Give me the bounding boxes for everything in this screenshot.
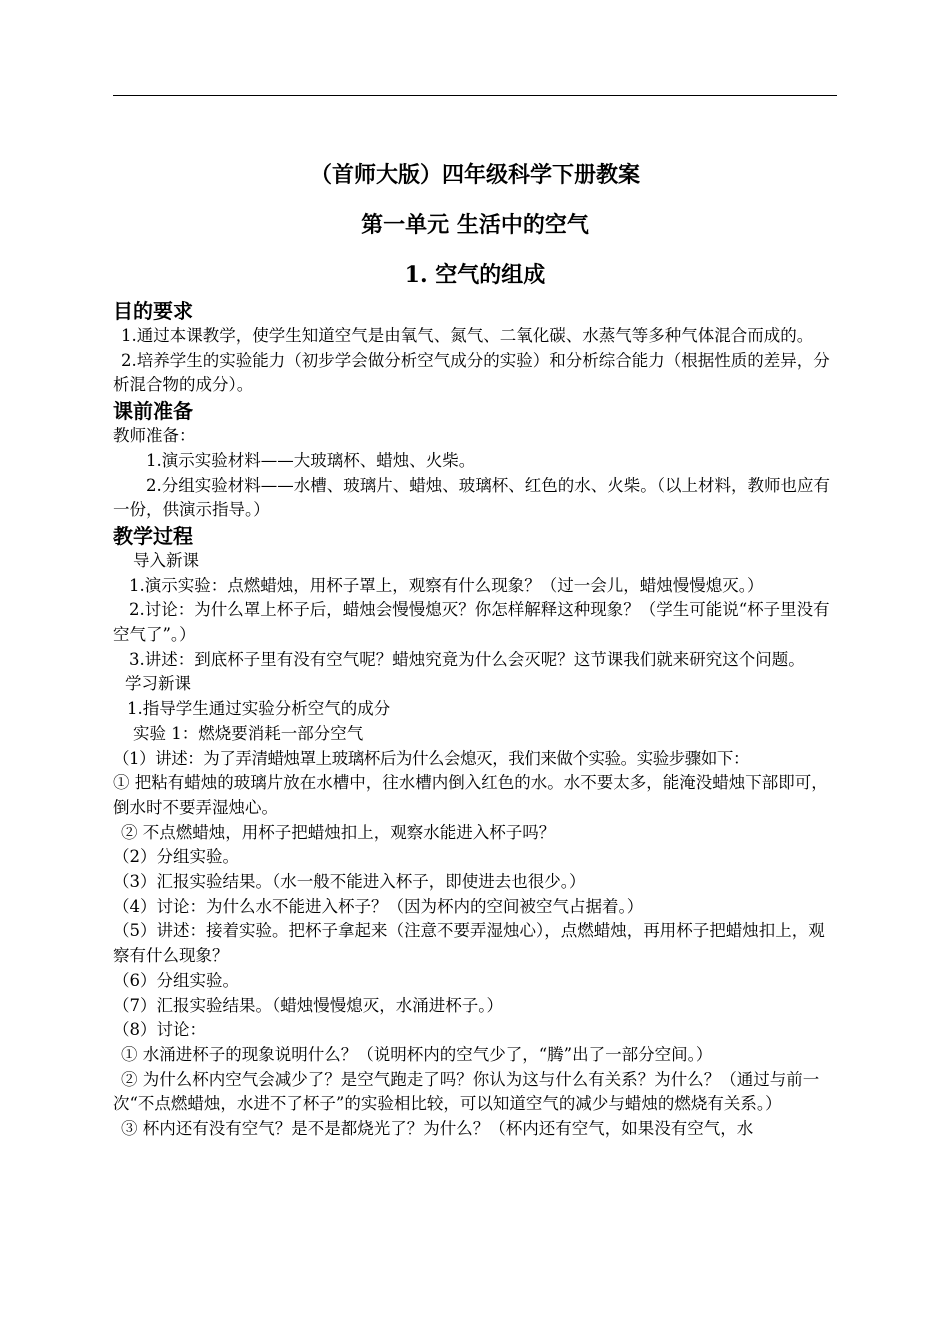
goal-item-1: 1.通过本课教学，使学生知道空气是由氧气、氮气、二氧化碳、水蒸气等多种气体混合而成的。 <box>121 326 814 345</box>
step-7: （7）汇报实验结果。（蜡烛慢慢熄灭，水涌进杯子。） <box>113 995 503 1015</box>
step-3: （3）汇报实验结果。（水一般不能进入杯子，即使进去也很少。） <box>113 872 586 892</box>
document-body <box>113 298 839 1142</box>
prep-item-1: 1.演示实验材料——大玻璃杯、蜡烛、火柴。 <box>146 450 476 470</box>
step-6: （6）分组实验。 <box>113 970 239 990</box>
document-title: （首师大版）四年级科学下册教案 <box>309 162 640 188</box>
process-heading: 教学过程 <box>113 523 193 548</box>
goal-item-2: 2.培养学生的实验能力（初步学会做分析空气成分的实验）和分析综合能力（根据性质的差异，分析混合物的成分）。 <box>113 350 830 395</box>
step-1-sub-2: ② 不点燃蜡烛，用杯子把蜡烛扣上，观察水能进入杯子吗？ <box>121 822 556 842</box>
step-8: （8）讨论： <box>113 1020 206 1040</box>
learn-item-1: 1.指导学生通过实验分析空气的成分 <box>127 699 391 719</box>
goals-heading: 目的要求 <box>113 299 193 323</box>
lesson-title: 1. 空气的组成 <box>404 262 546 288</box>
intro-item-1: 1.演示实验：点燃蜡烛，用杯子罩上，观察有什么现象？（过一会儿，蜡烛慢慢熄灭。） <box>129 575 764 595</box>
step-2: （2）分组实验。 <box>113 847 239 867</box>
step-5: （5）讲述：接着实验。把杯子拿起来（注意不要弄湿烛心），点燃蜡烛，再用杯子把蜡烛扣上，观察有什么现象？ <box>113 921 825 966</box>
step-8-sub-3: ③ 杯内还有没有空气？是不是都烧光了？为什么？（杯内还有空气，如果没有空气，水 <box>121 1119 754 1139</box>
step-8-sub-2: ② 为什么杯内空气会减少了？是空气跑走了吗？你认为这与什么有关系？为什么？（通过与前一次“不点燃蜡烛，水进不了杯子”的实验相比较，可以知道空气的减少与蜡烛的燃烧有关系。） <box>113 1069 820 1114</box>
prep-heading: 课前准备 <box>113 399 193 424</box>
header-rule <box>113 95 837 96</box>
prep-item-2: 2.分组实验材料——水槽、玻璃片、蜡烛、玻璃杯、红色的水、火柴。（以上材料，教师也应有一份，供演示指导。） <box>113 475 830 520</box>
experiment-1-label: 实验 1：燃烧要消耗一部分空气 <box>133 723 364 743</box>
intro-item-3: 3.讲述：到底杯子里有没有空气呢？蜡烛究竟为什么会灭呢？这节课我们就来研究这个问题。 <box>129 649 805 669</box>
learn-label: 学习新课 <box>125 674 191 694</box>
intro-item-2: 2.讨论：为什么罩上杯子后，蜡烛会慢慢熄灭？你怎样解释这种现象？（学生可能说“杯子里没有空气了”。） <box>113 600 830 645</box>
intro-label: 导入新课 <box>133 550 199 570</box>
step-1: （1）讲述：为了弄清蜡烛罩上玻璃杯后为什么会熄灭，我们来做个实验。实验步骤如下： <box>113 748 749 768</box>
prep-teacher-label: 教师准备： <box>113 426 196 446</box>
step-8-sub-1: ① 水涌进杯子的现象说明什么？（说明杯内的空气少了，“腾”出了一部分空间。） <box>121 1044 713 1064</box>
unit-title: 第一单元 生活中的空气 <box>361 212 589 238</box>
step-1-sub-1: ① 把粘有蜡烛的玻璃片放在水槽中，往水槽内倒入红色的水。水不要太多，能淹没蜡烛下部即可，倒水时不要弄湿烛心。 <box>113 773 828 817</box>
step-4: （4）讨论：为什么水不能进入杯子？（因为杯内的空间被空气占据着。） <box>113 896 644 916</box>
